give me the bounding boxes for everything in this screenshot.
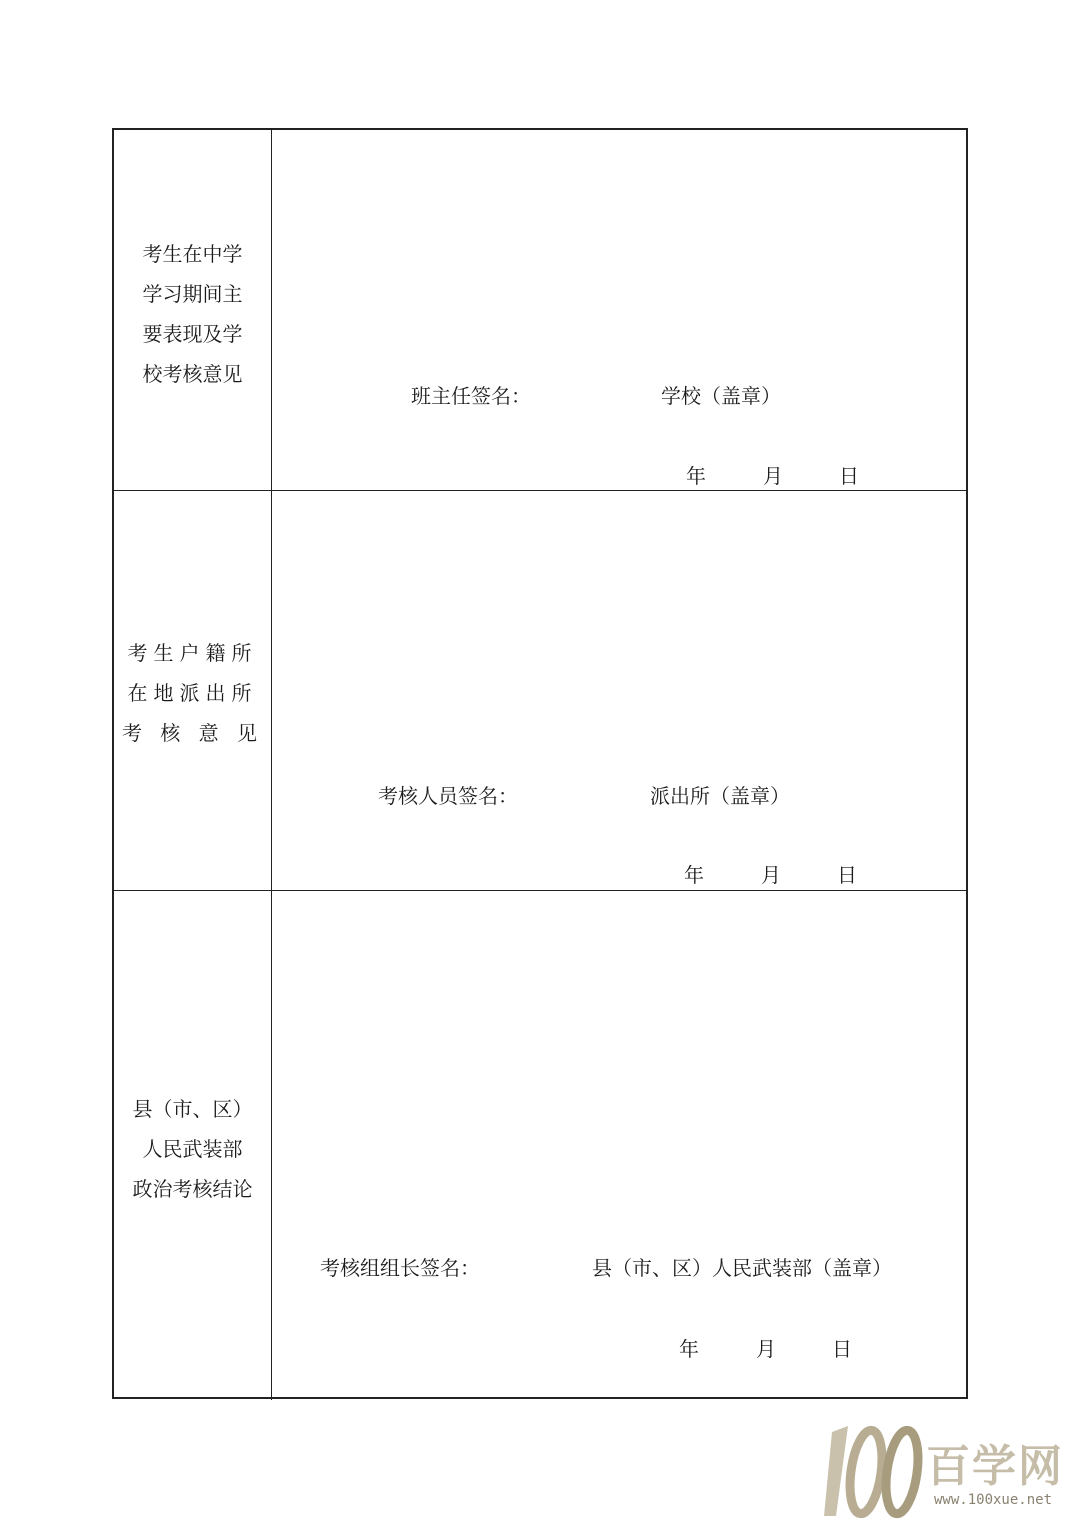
date-day-label: 日 [837,863,857,887]
armed-forces-seal-label: 县（市、区）人民武装部（盖章） [592,1256,892,1280]
watermark-logo [818,1418,1068,1522]
police-review-label-cell [114,491,272,891]
date-day-label: 日 [832,1337,852,1361]
team-leader-signature-label: 考核组组长签名： [320,1256,480,1280]
school-seal-label: 学校（盖章） [661,384,781,408]
school-review-label: 考生在中学 学习期间主 要表现及学 校考核意见 [142,242,243,386]
police-review-content[interactable] [272,491,966,891]
date-year-label: 年 [686,464,706,488]
police-review-label: 考生户籍所 在地派出所 考 核 意 见 [121,641,264,745]
political-review-form [112,128,968,1399]
logo-digits-graphic [818,1418,926,1522]
armed-forces-conclusion-label-cell [114,891,272,1400]
armed-forces-conclusion-row [114,890,966,1400]
head-teacher-signature-label: 班主任签名： [411,384,531,408]
date-month-label: 月 [761,863,781,887]
date-month-label: 月 [763,464,783,488]
watermark-url: www.100xue.net [934,1492,1053,1508]
school-review-content[interactable] [272,130,966,490]
armed-forces-conclusion-label: 县（市、区） 人民武装部 政治考核结论 [132,1097,253,1201]
date-day-label: 日 [839,464,859,488]
date-month-label: 月 [756,1337,776,1361]
watermark-title: 百学网 [926,1441,1064,1492]
police-seal-label: 派出所（盖章） [650,784,790,808]
reviewer-signature-label: 考核人员签名： [378,784,518,808]
police-review-row [114,490,966,891]
armed-forces-conclusion-content[interactable] [272,891,966,1400]
date-year-label: 年 [679,1337,699,1361]
date-year-label: 年 [684,863,704,887]
school-review-row [114,130,966,490]
school-review-label-cell [114,130,272,490]
